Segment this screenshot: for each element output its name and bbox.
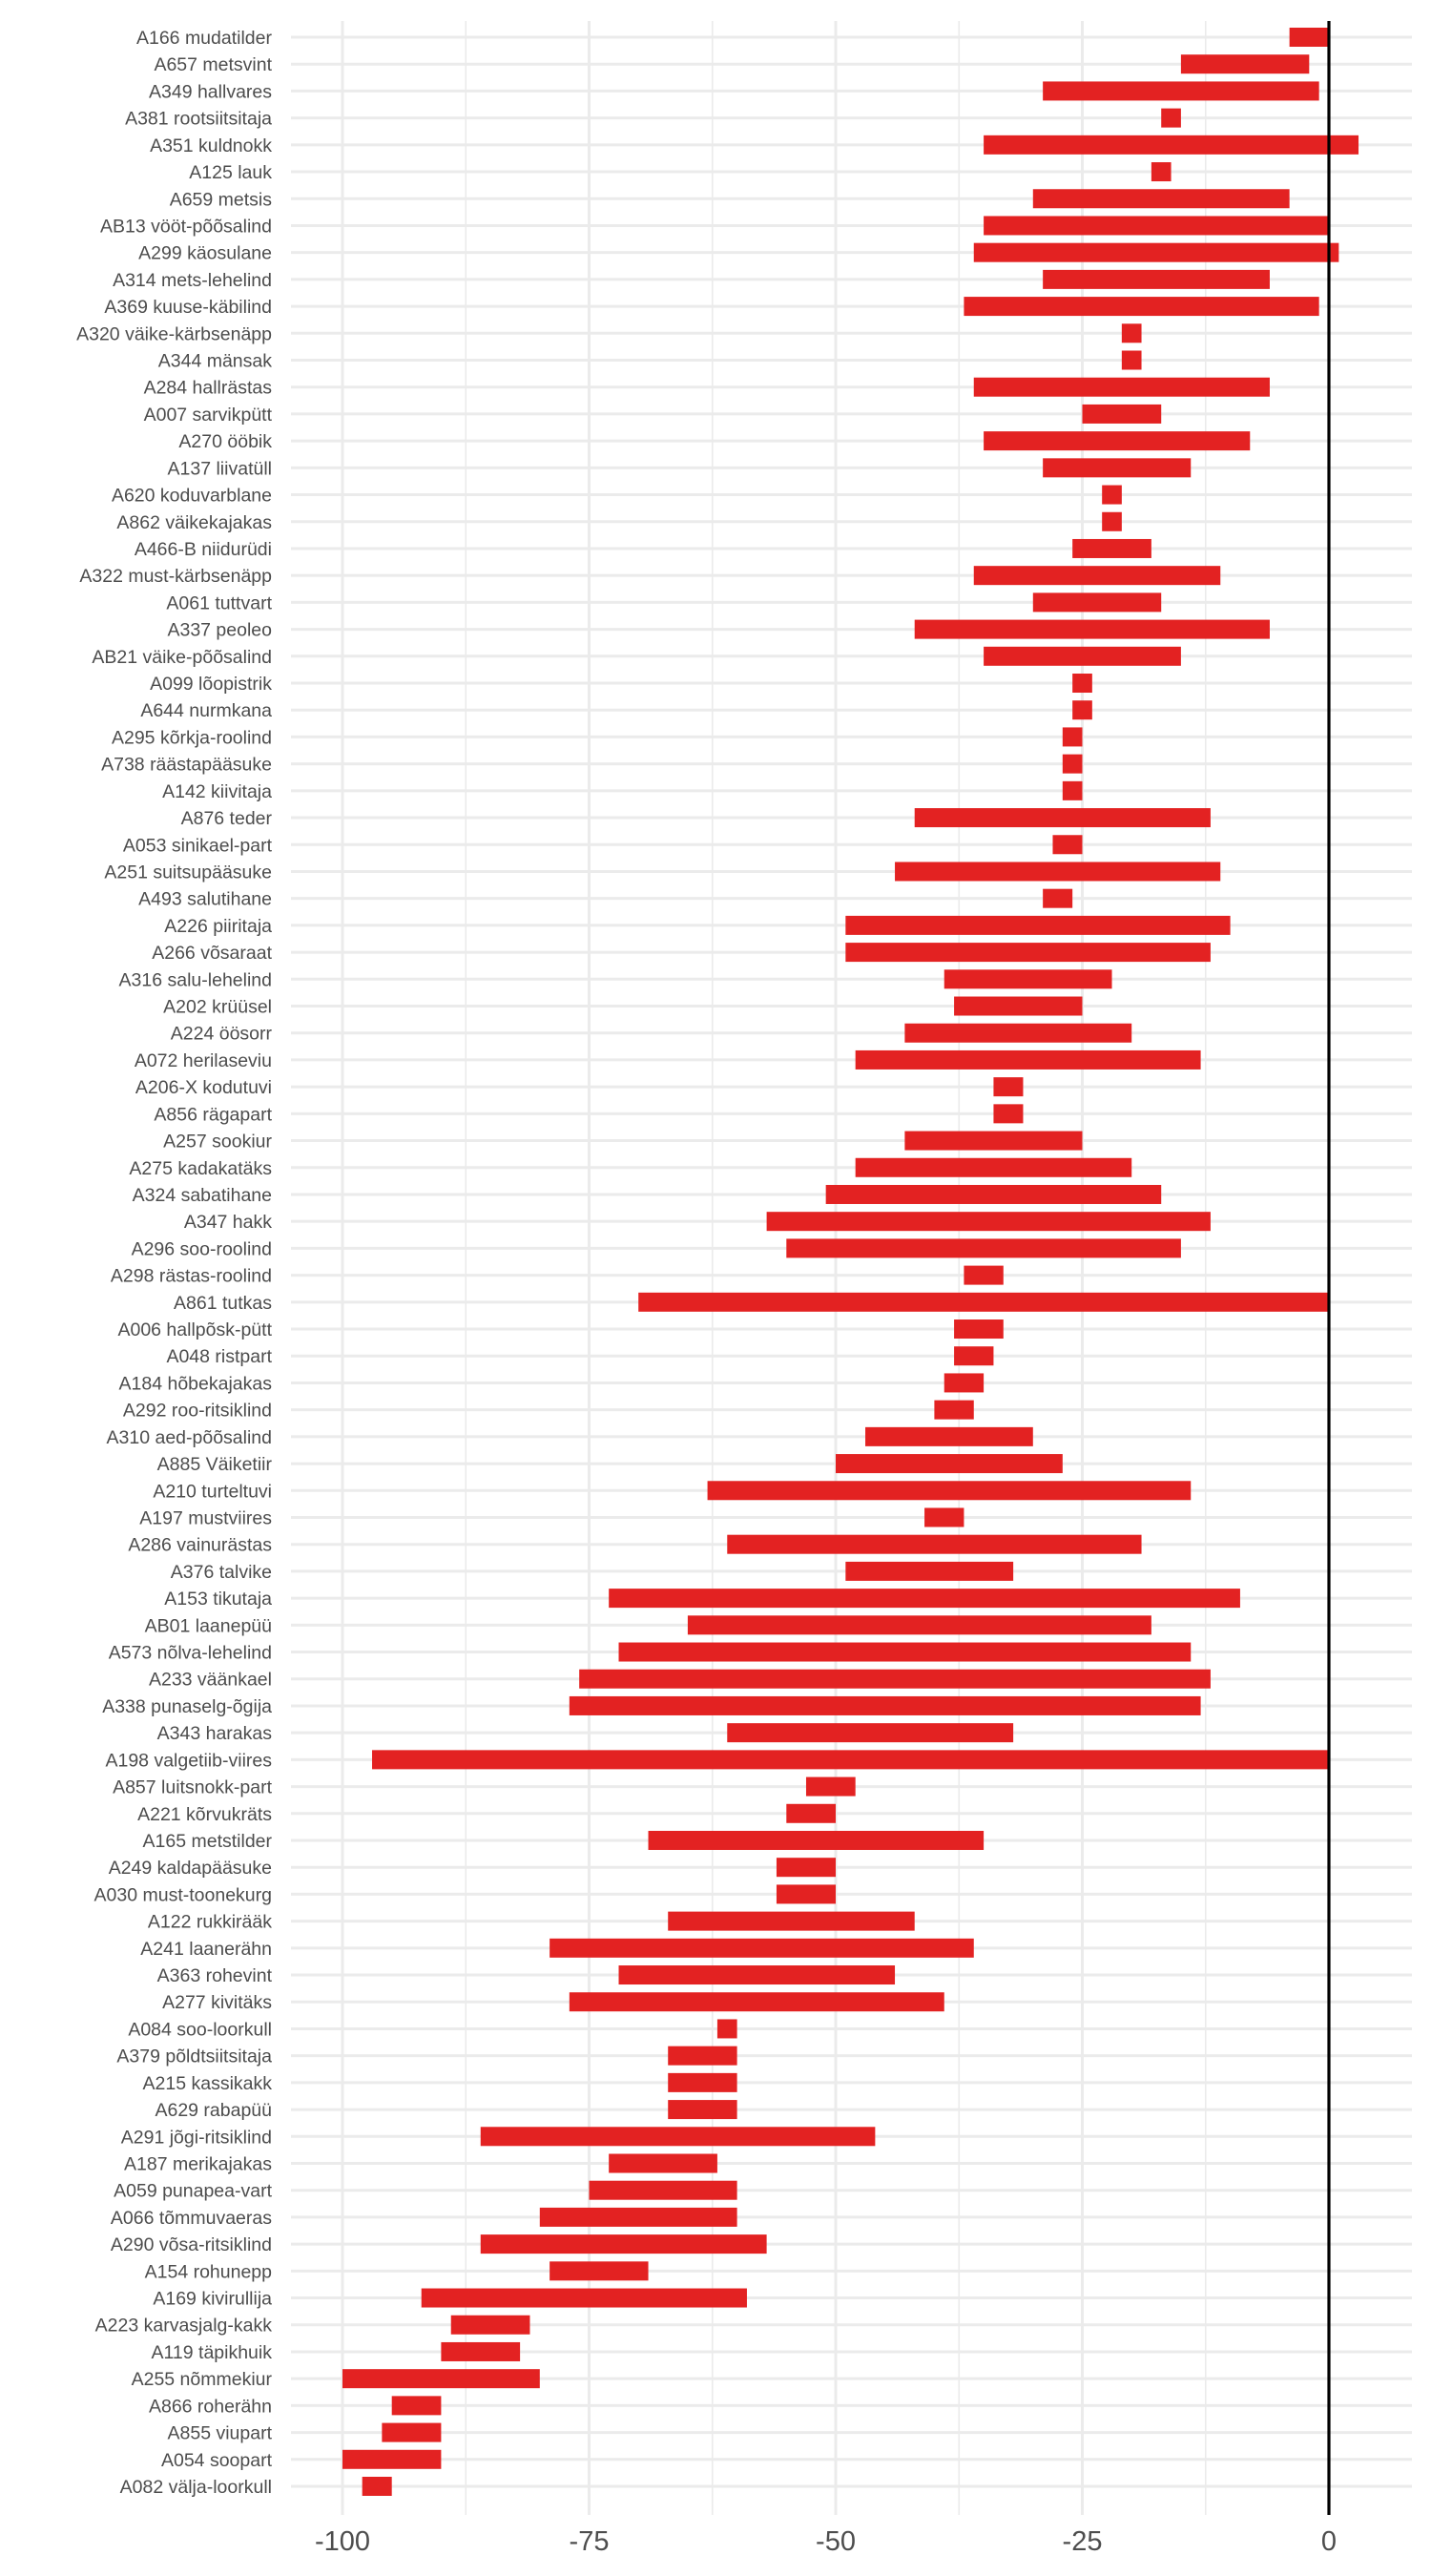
category-label: A381 rootsiitsitaja (125, 108, 272, 130)
range-bar (836, 1454, 1063, 1473)
range-bar (954, 997, 1082, 1016)
x-tick-label: 0 (1320, 2526, 1338, 2557)
category-label: A337 peoleo (167, 619, 272, 641)
range-bar (1181, 54, 1309, 73)
category-label: A241 laanerähn (140, 1938, 272, 1960)
category-label: A125 lauk (189, 162, 272, 184)
category-label: A053 sinikael-part (122, 835, 272, 857)
x-tick-label: -100 (314, 2526, 371, 2557)
range-bar (727, 1723, 1013, 1742)
range-bar (392, 2396, 442, 2415)
category-label: A866 roherähn (148, 2396, 272, 2418)
range-bar (806, 1777, 856, 1797)
range-bar (540, 2208, 737, 2227)
category-label: AB13 vööt-põõsalind (100, 216, 272, 238)
range-bar (1043, 81, 1319, 100)
range-bar (1033, 592, 1161, 612)
category-label: A221 kõrvukräts (137, 1803, 272, 1825)
range-bar (984, 431, 1250, 450)
range-bar (619, 1643, 1192, 1662)
category-label: A006 hallpõsk-pütt (117, 1319, 272, 1341)
category-label: A349 hallvares (149, 81, 272, 103)
range-bar (1043, 889, 1072, 908)
category-label: A322 must-kärbsenäpp (79, 566, 272, 588)
range-bar (845, 943, 1211, 962)
category-label: A048 ristpart (166, 1346, 272, 1368)
range-bar (915, 620, 1270, 639)
category-label: A284 hallrästas (143, 377, 272, 399)
range-bar (619, 1965, 896, 1984)
range-bar (668, 1912, 915, 1931)
category-label: A296 soo-roolind (131, 1238, 272, 1260)
category-label: A320 väike-kärbsenäpp (76, 323, 272, 345)
category-label: A255 nõmmekiur (131, 2369, 272, 2391)
category-label: A184 hõbekajakas (118, 1373, 272, 1395)
category-label: A233 väänkael (148, 1669, 272, 1691)
range-bar (481, 2234, 767, 2254)
x-tick-label: -25 (1062, 2526, 1103, 2557)
category-label: A855 viupart (167, 2422, 272, 2444)
category-label: A165 metstilder (142, 1830, 272, 1852)
category-label: A861 tutkas (174, 1292, 272, 1314)
category-label: A291 jõgi-ritsiklind (120, 2127, 272, 2149)
range-bar (786, 1238, 1181, 1257)
range-bar (1151, 162, 1172, 181)
category-label: A153 tikutaja (164, 1589, 272, 1610)
category-label: A299 käosulane (138, 242, 272, 264)
category-label: A030 must-toonekurg (93, 1884, 272, 1906)
range-bar (964, 1266, 1003, 1285)
category-label: A573 nõlva-lehelind (108, 1642, 272, 1664)
range-bar (550, 1939, 974, 1958)
range-bar (845, 1562, 1013, 1581)
range-bar (984, 216, 1329, 235)
category-label: A187 merikajakas (124, 2153, 272, 2175)
range-bar (649, 1831, 985, 1850)
category-label: A466-B niidurüdi (134, 538, 272, 560)
category-label: A277 kivitäks (162, 1992, 272, 2014)
range-bar (372, 1750, 1329, 1769)
range-bar (451, 2316, 530, 2335)
range-bar (974, 378, 1270, 397)
range-bar (993, 1104, 1023, 1123)
range-bar (550, 2261, 648, 2280)
range-bar (342, 2450, 441, 2469)
range-bar (1063, 755, 1083, 774)
category-label: A223 karvasjalg-kakk (94, 2315, 272, 2337)
category-label: A298 rästas-roolind (110, 1265, 272, 1287)
range-bar (481, 2127, 876, 2146)
range-bar (984, 647, 1181, 666)
range-bar (777, 1858, 836, 1877)
range-bar (609, 2153, 717, 2172)
range-bar (708, 1481, 1192, 1500)
category-label: A314 mets-lehelind (113, 269, 272, 291)
range-bar (1063, 727, 1083, 746)
range-bar (1072, 674, 1092, 693)
range-bar (856, 1158, 1132, 1177)
category-label: A066 tõmmuvaeras (110, 2207, 272, 2229)
category-label: A249 kaldapääsuke (108, 1858, 272, 1880)
category-label: A154 rohunepp (144, 2261, 272, 2283)
range-bar (984, 135, 1358, 155)
range-bar (638, 1293, 1329, 1312)
category-label: A659 metsis (169, 189, 272, 211)
range-bar (845, 916, 1230, 935)
category-label: A226 piiritaja (164, 915, 272, 937)
range-bar (727, 1535, 1141, 1554)
category-label: AB01 laanepüü (144, 1615, 272, 1637)
range-bar (668, 2046, 736, 2066)
range-bar (1063, 781, 1083, 800)
category-label: A137 liivatüll (167, 458, 272, 480)
range-bar (1072, 700, 1092, 719)
category-label: A119 täpikhuik (151, 2341, 272, 2363)
range-bar (767, 1212, 1211, 1231)
category-label: A210 turteltuvi (153, 1481, 272, 1503)
range-bar (1102, 512, 1122, 531)
category-label: A876 teder (180, 808, 272, 830)
range-bar (363, 2477, 392, 2496)
category-label: A061 tuttvart (166, 592, 272, 614)
range-bar (1102, 486, 1122, 505)
range-bar (1043, 458, 1191, 477)
x-axis-tick-labels (315, 2526, 1337, 2557)
range-bar (570, 1992, 944, 2011)
range-bar (924, 1507, 964, 1527)
range-bar (856, 1050, 1201, 1070)
category-label: A224 öösorr (170, 1023, 272, 1045)
range-bar (954, 1346, 993, 1365)
category-label: A369 kuuse-käbilind (104, 297, 272, 319)
range-bar (944, 1373, 984, 1392)
range-bar (1052, 835, 1082, 854)
range-bar (382, 2423, 441, 2442)
category-label: A347 hakk (183, 1212, 272, 1234)
category-label: A084 soo-loorkull (128, 2019, 272, 2041)
range-bar (944, 969, 1112, 988)
category-label: A169 kivirullija (153, 2288, 272, 2310)
category-label: A059 punapea-vart (114, 2180, 272, 2202)
category-label: A206-X kodutuvi (135, 1077, 272, 1099)
range-bar (974, 566, 1221, 585)
category-label: A295 kõrkja-roolind (111, 727, 272, 749)
x-tick-label: -50 (816, 2526, 856, 2557)
range-bar (904, 1024, 1131, 1043)
x-tick-label: -75 (569, 2526, 610, 2557)
range-bar (688, 1615, 1151, 1634)
category-label: A620 koduvarblane (111, 485, 272, 507)
category-label: A202 krüüsel (163, 996, 272, 1018)
range-bar (1122, 323, 1142, 343)
category-label: A198 valgetiib-viires (105, 1750, 272, 1772)
range-bar (865, 1427, 1033, 1446)
range-bar (1072, 539, 1151, 558)
category-label: A657 metsvint (154, 54, 272, 76)
range-bar (1043, 270, 1270, 289)
range-bar (342, 2369, 540, 2388)
category-label: A166 mudatilder (135, 28, 272, 49)
range-bar (915, 808, 1211, 827)
category-label: A629 rabapüü (155, 2100, 272, 2122)
category-label: A644 nurmkana (140, 700, 272, 722)
range-bar (993, 1077, 1023, 1096)
range-bar (609, 1589, 1240, 1608)
category-label: A257 sookiur (163, 1131, 272, 1153)
range-bar (954, 1319, 1004, 1339)
category-label: A099 lõopistrik (150, 674, 272, 696)
category-label: A324 sabatihane (132, 1184, 272, 1206)
category-label: A270 ööbik (178, 431, 272, 453)
range-bar (895, 862, 1220, 881)
range-bar (1033, 189, 1290, 208)
category-label: A376 talvike (170, 1561, 272, 1583)
range-bar (934, 1401, 973, 1420)
category-label: A493 salutihane (138, 888, 272, 910)
category-label: A338 punaselg-õgija (102, 1695, 272, 1717)
category-label: A344 mänsak (157, 350, 272, 372)
range-bar (826, 1185, 1162, 1204)
category-label: A379 põldtsiitsitaja (116, 2046, 272, 2067)
range-bar (668, 2100, 736, 2119)
range-bar (1161, 109, 1181, 128)
category-label: A862 väikekajakas (116, 511, 272, 533)
category-label: A351 kuldnokk (150, 135, 272, 156)
category-label: A275 kadakatäks (129, 1157, 272, 1179)
category-label: A007 sarvikpütt (143, 404, 272, 426)
category-label: A122 rukkirääk (147, 1911, 272, 1933)
range-bar (570, 1696, 1201, 1715)
range-bar (964, 297, 1318, 316)
category-label: A310 aed-põõsalind (106, 1426, 272, 1448)
category-label: A142 kiivitaja (162, 780, 272, 802)
category-label: A738 räästapääsuke (101, 754, 272, 776)
category-label: A857 luitsnokk-part (113, 1776, 272, 1798)
category-label: A266 võsaraat (152, 943, 272, 965)
category-labels (76, 28, 272, 2498)
category-label: A072 herilaseviu (134, 1049, 272, 1071)
range-bar (590, 2181, 737, 2200)
category-label: A292 roo-ritsiklind (122, 1400, 272, 1422)
range-bar (786, 1804, 836, 1823)
category-label: A363 rohevint (156, 1965, 272, 1987)
category-label: A286 vainurästas (128, 1534, 272, 1556)
category-label: A054 soopart (160, 2449, 272, 2471)
category-label: A197 mustviires (139, 1507, 272, 1529)
category-label: A251 suitsupääsuke (104, 862, 272, 883)
category-label: A343 harakas (156, 1723, 272, 1745)
category-label: AB21 väike-põõsalind (92, 646, 272, 668)
range-bar (441, 2342, 520, 2361)
range-bar (904, 1132, 1082, 1151)
category-label: A316 salu-lehelind (118, 969, 272, 991)
range-bar (422, 2289, 747, 2308)
category-label: A082 välja-loorkull (119, 2477, 272, 2498)
range-bar (717, 2019, 737, 2038)
range-bar (974, 243, 1339, 262)
category-label: A215 kassikakk (142, 2072, 272, 2094)
category-label: A885 Väiketiir (156, 1454, 272, 1476)
category-label: A290 võsa-ritsiklind (110, 2234, 272, 2256)
range-bar (1122, 351, 1142, 370)
range-bar (777, 1884, 836, 1903)
range-bar (579, 1670, 1211, 1689)
range-bar (668, 2073, 736, 2092)
range-bar (1290, 28, 1329, 47)
range-bar (1083, 405, 1162, 424)
category-label: A856 rägapart (154, 1104, 272, 1126)
